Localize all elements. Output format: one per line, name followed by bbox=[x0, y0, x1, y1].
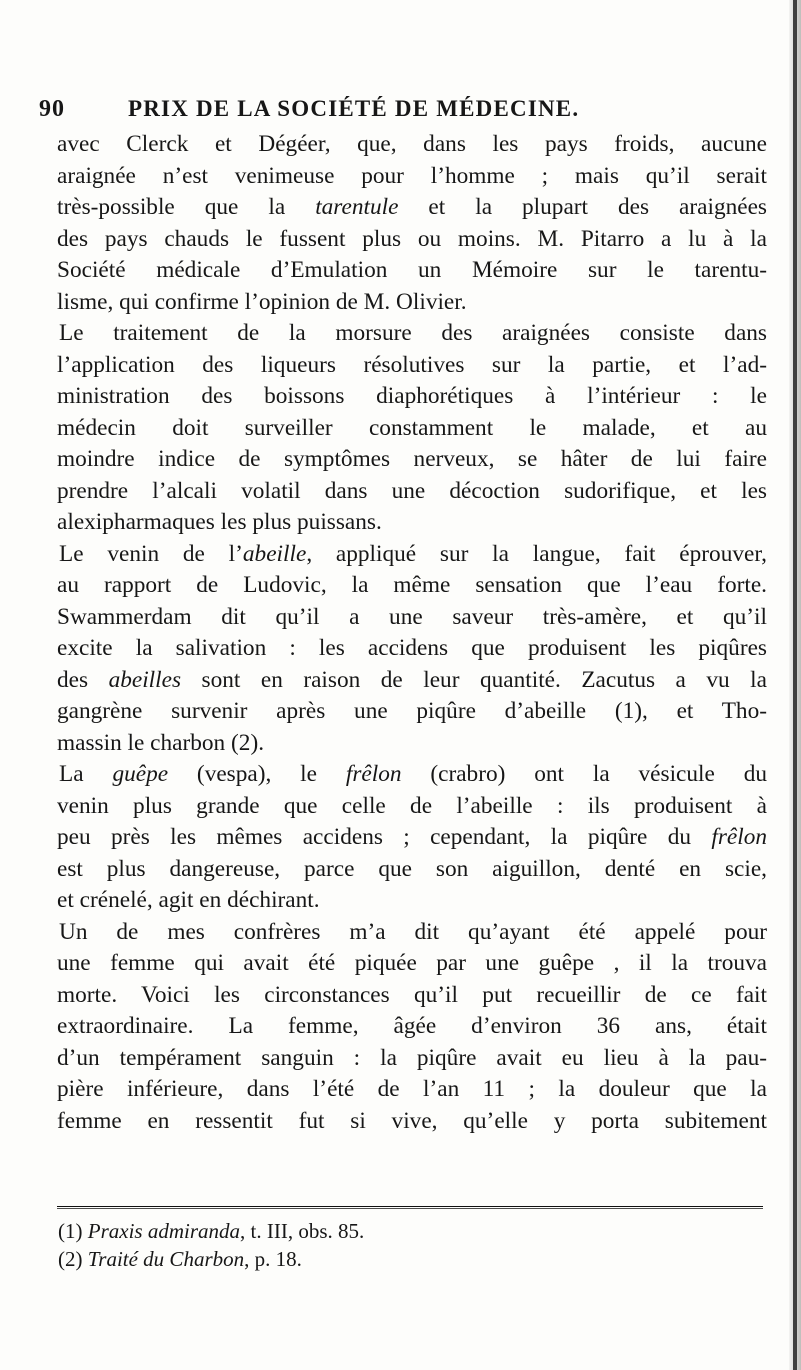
page-edge-shadow bbox=[789, 0, 801, 1370]
text-line-4 bbox=[57, 224, 767, 256]
footnotes bbox=[58, 1217, 658, 1273]
text-fragment: massin le charbon (2). bbox=[57, 729, 265, 756]
text-fragment: Un de mes confrères m’a dit qu’ayant été appelé pour bbox=[59, 918, 767, 945]
text-line-10 bbox=[57, 413, 767, 445]
footnote-number: (1) bbox=[58, 1219, 88, 1243]
text-fragment: venin plus grande que celle de l’abeille : ils produisent à bbox=[57, 792, 767, 819]
text-fragment: avec Clerck et Dégéer, que, dans les pays froids, aucune bbox=[57, 131, 767, 157]
text-line-23 bbox=[57, 822, 767, 854]
text-fragment: au rapport de Ludovic, la même sensation que l’eau forte. bbox=[57, 572, 767, 598]
text-line-9 bbox=[57, 381, 767, 413]
text-line-25 bbox=[57, 885, 767, 917]
text-line-15 bbox=[57, 570, 767, 602]
text-line-29 bbox=[57, 1011, 767, 1043]
text-fragment: gangrène survenir après une piqûre d’abeille (1), et Tho- bbox=[57, 698, 767, 724]
text-line-28 bbox=[57, 980, 767, 1012]
text-fragment: excite la salivation : les accidens que produisent les piqûres bbox=[57, 635, 767, 661]
text-fragment: des pays chauds le fussent plus ou moins. M. Pitarro a lu à la bbox=[57, 225, 767, 252]
text-line-20 bbox=[57, 728, 767, 760]
italic-term-abeille: abeille bbox=[242, 540, 307, 567]
text-line-21 bbox=[57, 759, 767, 791]
running-title: PRIX DE LA SOCIÉTÉ DE MÉDECINE. bbox=[128, 96, 580, 121]
text-fragment: La bbox=[59, 761, 113, 787]
text-line-2 bbox=[57, 161, 767, 193]
text-fragment: Le venin de l’ bbox=[59, 540, 243, 567]
text-line-12 bbox=[57, 476, 767, 508]
text-line-14 bbox=[57, 539, 767, 571]
text-line-18 bbox=[57, 665, 767, 697]
text-line-19 bbox=[57, 696, 767, 728]
text-line-11 bbox=[57, 444, 767, 476]
italic-term-guepe: guêpe bbox=[112, 761, 169, 787]
text-line-6 bbox=[57, 287, 767, 319]
text-fragment: Société médicale d’Emulation un Mémoire sur le tarentu- bbox=[57, 257, 767, 283]
text-fragment: Le traitement de la morsure des araignées consiste dans bbox=[59, 320, 767, 346]
page-number: 90 bbox=[39, 96, 65, 122]
text-fragment: très-possible que la bbox=[57, 194, 316, 220]
text-fragment: sont en raison de leur quantité. Zacutus a vu la bbox=[181, 666, 767, 693]
text-line-3 bbox=[57, 192, 767, 224]
text-line-31 bbox=[57, 1074, 767, 1106]
text-fragment: Swammerdam dit qu’il a une saveur très-amère, et qu’il bbox=[57, 603, 767, 630]
text-fragment: et crénelé, agit en déchirant. bbox=[57, 887, 320, 913]
text-line-22 bbox=[57, 791, 767, 823]
footnote-number: (2) bbox=[58, 1247, 88, 1271]
footnote-title: Traité du Charbon bbox=[87, 1247, 245, 1271]
text-line-1 bbox=[57, 129, 767, 161]
body-text bbox=[57, 129, 767, 1137]
italic-term-abeilles: abeilles bbox=[108, 666, 182, 693]
text-line-26 bbox=[57, 917, 767, 949]
italic-term-tarentule: tarentule bbox=[315, 194, 399, 220]
text-fragment: et la plupart des araignées bbox=[398, 194, 767, 220]
footnote-reference: , t. III, obs. 85. bbox=[240, 1219, 365, 1243]
text-line-7 bbox=[57, 318, 767, 350]
text-fragment: femme en ressentit fut si vive, qu’elle y porta subitement bbox=[57, 1107, 767, 1134]
footnote-1 bbox=[58, 1217, 658, 1245]
text-line-32 bbox=[57, 1106, 767, 1138]
text-fragment: une femme qui avait été piquée par une guêpe , il la trouva bbox=[57, 950, 767, 976]
text-fragment: d’un tempérament sanguin : la piqûre avait eu lieu à la pau- bbox=[57, 1044, 767, 1071]
text-line-13 bbox=[57, 507, 767, 539]
footnote-separator bbox=[57, 1206, 763, 1207]
text-fragment: des bbox=[57, 666, 109, 693]
italic-term-frelon: frêlon bbox=[711, 824, 767, 850]
text-fragment: extraordinaire. La femme, âgée d’environ 36 ans, était bbox=[57, 1013, 767, 1039]
footnote-title: Praxis admiranda bbox=[87, 1219, 240, 1243]
text-line-27 bbox=[57, 948, 767, 980]
text-fragment: est plus dangereuse, parce que son aiguillon, denté en scie, bbox=[57, 855, 767, 882]
text-fragment: (vespa), le bbox=[168, 761, 346, 787]
text-fragment: médecin doit surveiller constamment le malade, et au bbox=[57, 414, 767, 441]
text-fragment: ministration des boissons diaphorétiques à l’intérieur : le bbox=[57, 383, 767, 409]
text-fragment: (crabro) ont la vésicule du bbox=[401, 761, 767, 787]
text-fragment: alexipharmaques les plus puissans. bbox=[57, 509, 382, 535]
text-fragment: prendre l’alcali volatil dans une décoction sudorifique, et les bbox=[57, 477, 767, 504]
text-fragment: araignée n’est venimeuse pour l’homme ; mais qu’il serait bbox=[57, 162, 767, 189]
text-line-17 bbox=[57, 633, 767, 665]
text-fragment: morte. Voici les circonstances qu’il put recueillir de ce fait bbox=[57, 981, 767, 1008]
text-line-5 bbox=[57, 255, 767, 287]
text-line-8 bbox=[57, 350, 767, 382]
text-fragment: pière inférieure, dans l’été de l’an 11 ; la douleur que la bbox=[57, 1076, 767, 1102]
text-fragment: peu près les mêmes accidens ; cependant, la piqûre du bbox=[57, 824, 712, 850]
text-line-24 bbox=[57, 854, 767, 886]
text-fragment: l’application des liqueurs résolutives sur la partie, et l’ad- bbox=[57, 351, 767, 378]
text-fragment: moindre indice de symptômes nerveux, se hâter de lui faire bbox=[57, 446, 767, 472]
page-header bbox=[39, 89, 759, 129]
footnote-reference: , p. 18. bbox=[244, 1247, 302, 1271]
italic-term-frelon: frêlon bbox=[345, 761, 402, 787]
text-line-30 bbox=[57, 1043, 767, 1075]
footnote-2 bbox=[58, 1245, 658, 1273]
text-line-16 bbox=[57, 602, 767, 634]
text-fragment: lisme, qui confirme l’opinion de M. Olivier. bbox=[57, 288, 467, 315]
text-fragment: , appliqué sur la langue, fait éprouver, bbox=[306, 540, 767, 567]
